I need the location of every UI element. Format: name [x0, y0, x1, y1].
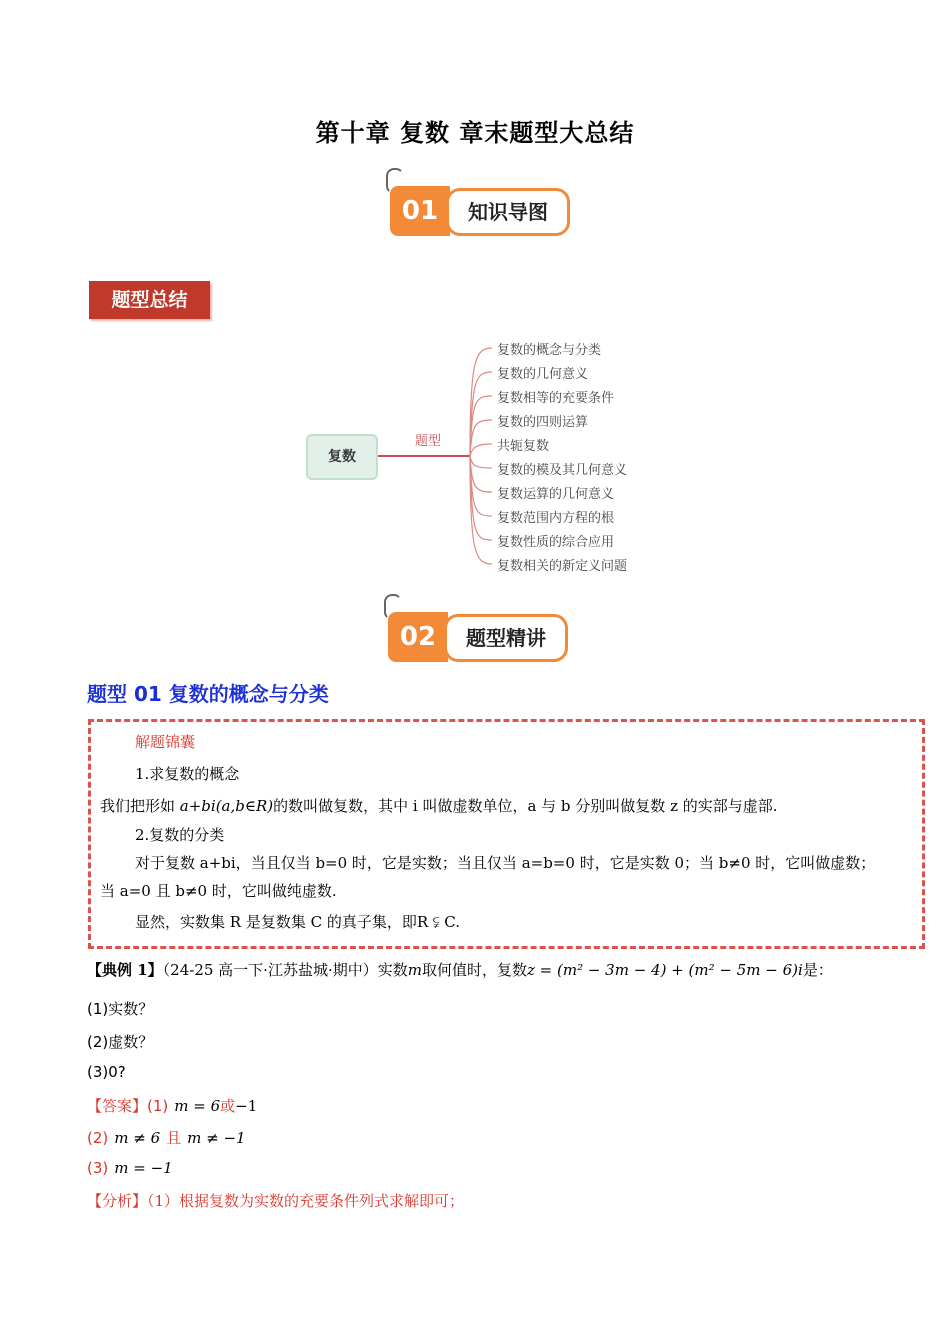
- tips-line: 2.复数的分类: [135, 826, 225, 844]
- answer-value: m = 6: [174, 1097, 221, 1115]
- badge-label: 题型精讲: [444, 614, 568, 662]
- example-formula: z = (m² − 3m − 4) + (m² − 5m − 6)i: [526, 961, 803, 979]
- tips-line: 当 a=0 且 b≠0 时，它叫做纯虚数.: [100, 882, 337, 900]
- page-title: 第十章 复数 章末题型大总结: [315, 119, 635, 147]
- answer-value: m ≠ 6: [114, 1129, 161, 1147]
- tips-line: 1.求复数的概念: [135, 765, 240, 783]
- mindmap-item: 复数的概念与分类: [497, 343, 602, 358]
- example-source: （24-25 高一下·江苏盐城·期中）实数: [162, 961, 408, 979]
- answer-label: (2): [87, 1129, 109, 1147]
- mindmap-item: 复数性质的综合应用: [497, 535, 615, 550]
- mindmap-item: 复数相等的充要条件: [497, 391, 615, 406]
- mindmap-item: 复数范围内方程的根: [497, 511, 615, 526]
- example-end: 是：: [802, 961, 833, 979]
- answer-value: −1: [235, 1097, 258, 1115]
- answer-value: m ≠ −1: [187, 1129, 246, 1147]
- answer-line: [87, 1127, 246, 1148]
- mindmap-item: 复数的四则运算: [497, 415, 589, 430]
- tips-text: a 与 b 分别叫做复数 z 的实部与虚部.: [527, 797, 778, 815]
- analysis-tag: 【分析】: [87, 1192, 148, 1210]
- analysis-line: [87, 1190, 464, 1211]
- example-question: (3)0?: [87, 1063, 126, 1081]
- badge-number: 02: [388, 612, 448, 662]
- example-question: (1)实数？: [87, 1000, 154, 1018]
- tips-line: 对于复数 a+bi，当且仅当 b=0 时，它是实数；当且仅当 a=b=0 时，它是实数 0；当 b≠0 时，它叫做虚数；: [135, 854, 876, 872]
- tips-text: 的数叫做复数，其中 i 叫做虚数单位，: [273, 797, 528, 815]
- section-heading: 题型 01 复数的概念与分类: [87, 682, 329, 706]
- answer-label: (3): [87, 1159, 109, 1177]
- example-var: m: [407, 961, 422, 979]
- mindmap-item: 复数的模及其几何意义: [497, 463, 628, 478]
- answer-line: [87, 1159, 173, 1177]
- tips-text: 我们把形如: [100, 797, 180, 815]
- mindmap-item: 复数相关的新定义问题: [497, 559, 628, 574]
- summary-tag: 题型总结: [89, 281, 210, 319]
- mindmap-item: 复数的几何意义: [497, 367, 589, 382]
- answer-tag: 【答案】: [87, 1097, 148, 1115]
- tips-header: 解题锦囊: [135, 733, 196, 751]
- mindmap-item: 复数运算的几何意义: [497, 487, 615, 502]
- mindmap-item: 共轭复数: [497, 439, 550, 454]
- badge-knowledge-map: [390, 186, 566, 236]
- mindmap-root-node: 复数: [306, 434, 378, 480]
- tips-formula: a+bi(a,b∈R): [179, 797, 274, 815]
- badge-question-types: [388, 612, 564, 662]
- example-statement: [87, 959, 833, 980]
- tips-line: [100, 795, 778, 816]
- answer-connector: 且: [166, 1129, 182, 1147]
- analysis-text: （1）根据复数为实数的充要条件列式求解即可；: [147, 1192, 465, 1210]
- example-question: (2)虚数？: [87, 1033, 154, 1051]
- answer-connector: 或: [220, 1097, 236, 1115]
- answer-line: [87, 1095, 257, 1116]
- example-tag: 【典例 1】: [87, 961, 163, 979]
- answer-value: m = −1: [114, 1159, 173, 1177]
- mindmap-connectors: [370, 340, 500, 580]
- badge-number: 01: [390, 186, 450, 236]
- answer-label: (1): [147, 1097, 169, 1115]
- badge-label: 知识导图: [446, 188, 570, 236]
- example-middle: 取何值时，复数: [421, 961, 527, 979]
- mindmap-branch-label: 题型: [415, 434, 442, 449]
- tips-line: 显然，实数集 R 是复数集 C 的真子集，即R ⫋ C.: [135, 913, 460, 931]
